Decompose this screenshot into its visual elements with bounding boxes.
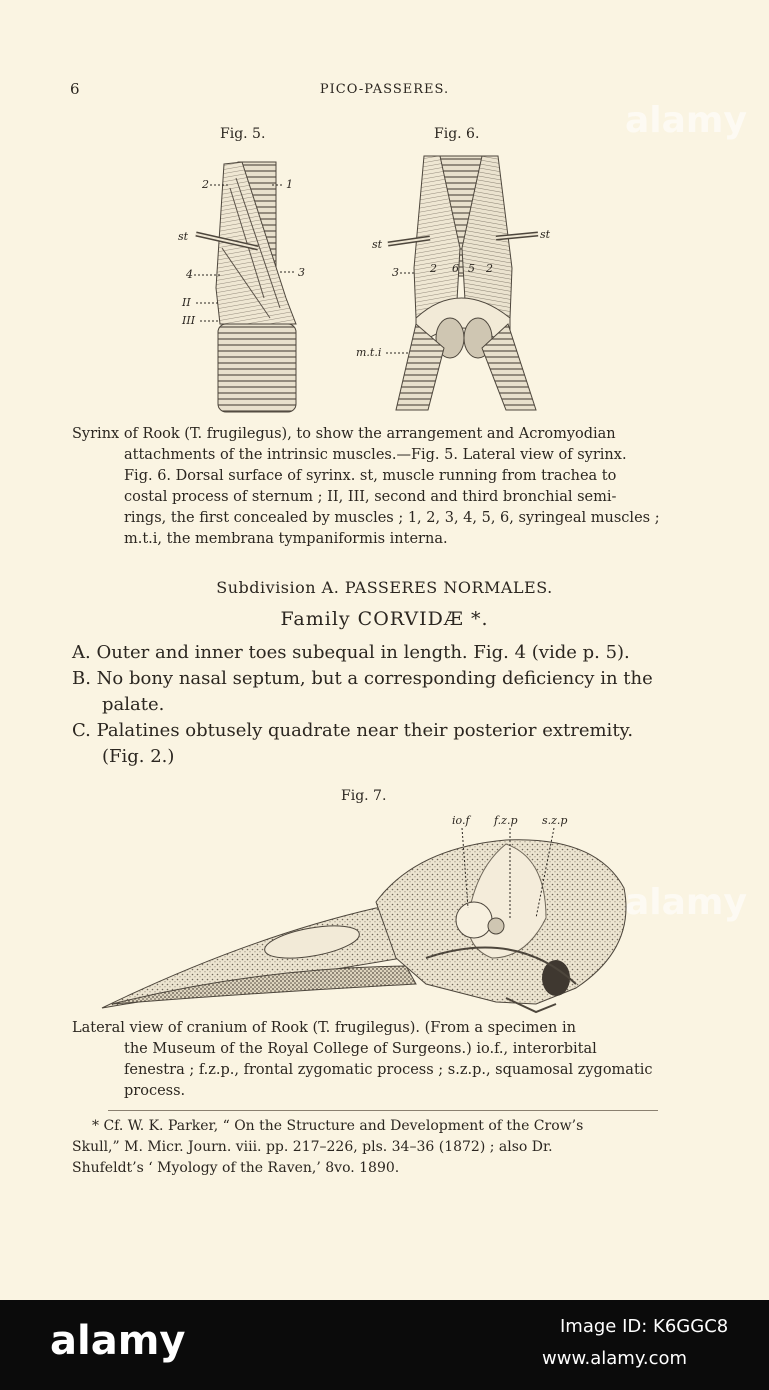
running-head: PICO-PASSERES. [319,82,450,97]
fig5-drawing [196,162,296,412]
fig5-label-3: 3 [298,266,305,279]
fig7-label-fzp: f.z.p [494,814,518,827]
fig5-label-st: st [178,230,189,243]
footnote-divider [108,1110,658,1111]
fig6-label-2b: 2 [486,262,493,275]
fig6-label-6: 6 [452,262,459,275]
fig5-label-1: 1 [286,178,293,191]
fig6-title: Fig. 6. [434,126,480,142]
family-heading: Family CORVIDÆ *. [280,608,489,630]
fig5-label-II: II [182,296,191,309]
fig5-label-2: 2 [202,178,209,191]
footnote [72,1116,662,1179]
footnote-line: Skull,” M. Micr. Journ. viii. pp. 217–226, pls. 34–36 (1872) ; also Dr. [72,1139,553,1155]
key-item-c: C. Palatines obtusely quadrate near their posterior extremity. (Fig. 2.) [72,720,634,767]
footnote-line: Shufeldt’s ‘ Myology of the Raven,’ 8vo. 1890. [72,1160,400,1176]
key-item-b: B. No bony nasal septum, but a corresponding deficiency in the palate. [72,668,653,715]
syrinx-caption [72,424,672,550]
cranium-caption-line: Lateral view of cranium of Rook (T. frugilegus). (From a specimen in [72,1020,576,1036]
cranium-caption-line: process. [124,1083,186,1099]
fig6-label-st-left: st [372,238,383,251]
page-number: 6 [70,80,80,98]
fig6-label-3: 3 [392,266,399,279]
fig7-title: Fig. 7. [341,788,387,804]
footnote-line: * Cf. W. K. Parker, “ On the Structure and Development of the Crow’s [92,1118,584,1134]
cranium-caption-line: fenestra ; f.z.p., frontal zygomatic process ; s.z.p., squamosal zygomatic [124,1062,653,1078]
syrinx-caption-line: m.t.i, the membrana tympaniformis interna. [124,531,448,547]
fig6-label-mti: m.t.i [356,346,382,359]
cranium-caption-line: the Museum of the Royal College of Surgeons.) io.f., interorbital [124,1041,597,1057]
syrinx-illustration [160,148,580,418]
syrinx-caption-line: attachments of the intrinsic muscles.—Fig. 5. Lateral view of syrinx. [124,447,627,463]
cranium-illustration [96,808,636,1018]
fig5-label-4: 4 [186,268,193,281]
fig6-drawing [388,156,538,410]
subdivision-heading: Subdivision A. PASSERES NORMALES. [216,578,553,597]
key-item-a: A. Outer and inner toes subequal in length. Fig. 4 (vide p. 5). [72,642,630,663]
cranium-caption [72,1018,662,1102]
fig7-label-iof: io.f [452,814,470,827]
fig7-label-szp: s.z.p [542,814,568,827]
fig6-label-2a: 2 [430,262,437,275]
image-id-label: Image ID: K6GGC8 [560,1316,729,1337]
watermark-middle: alamy [625,882,747,923]
fig6-label-5: 5 [468,262,475,275]
cranium-drawing [102,840,626,1012]
diagnostic-keys [72,640,662,770]
alamy-logo: alamy [50,1318,186,1364]
syrinx-caption-line: Fig. 6. Dorsal surface of syrinx. st, muscle running from trachea to [124,468,617,484]
syrinx-caption-line: costal process of sternum ; II, III, second and third bronchial semi- [124,489,617,505]
watermark-top: alamy [625,100,747,141]
fig6-label-st-right: st [540,228,551,241]
syrinx-caption-line: rings, the first concealed by muscles ; 1, 2, 3, 4, 5, 6, syringeal muscles ; [124,510,660,526]
syrinx-caption-line: Syrinx of Rook (T. frugilegus), to show the arrangement and Acromyodian [72,426,616,442]
fig5-title: Fig. 5. [220,126,266,142]
site-url[interactable]: www.alamy.com [542,1348,688,1369]
fig5-label-III: III [182,314,196,327]
